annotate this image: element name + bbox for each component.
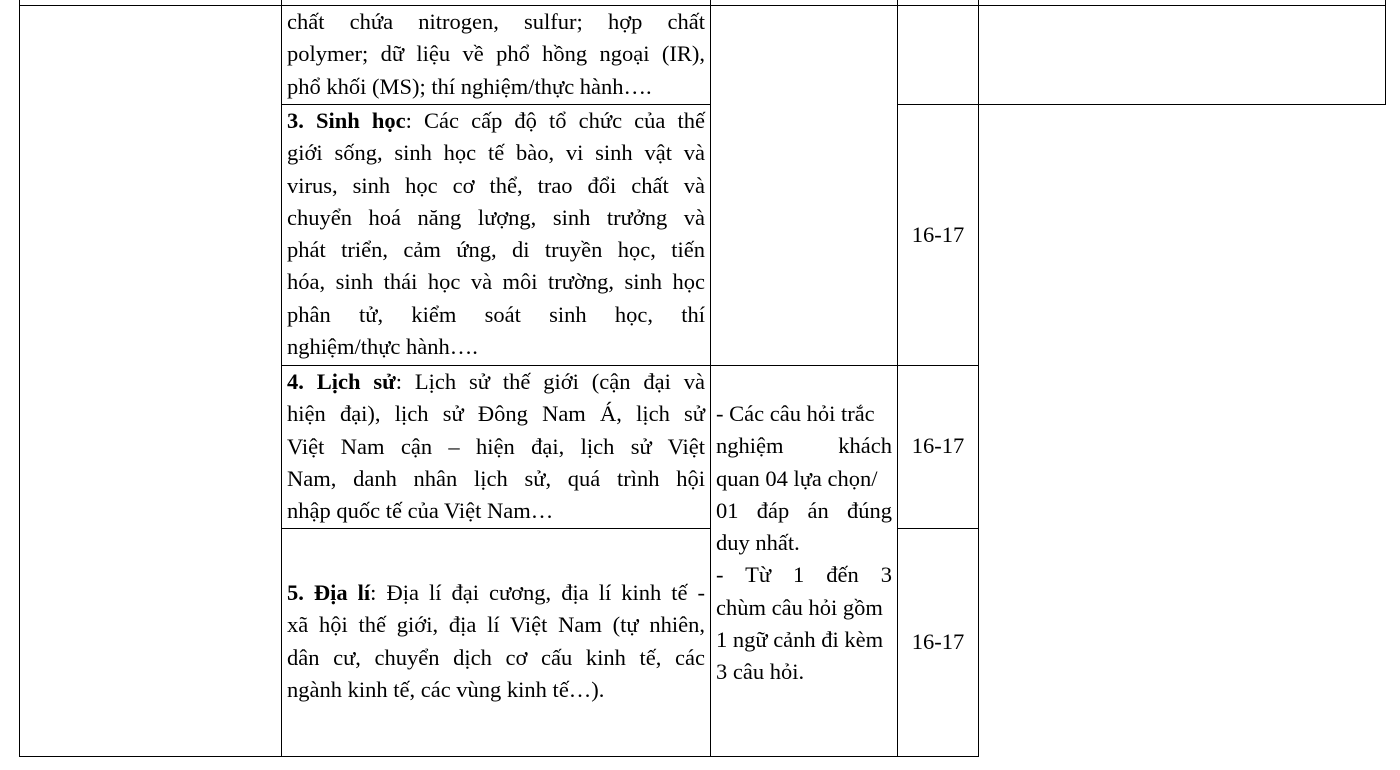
content-cell-chemistry-continuation: [287, 6, 705, 103]
content-cell-history: [287, 366, 705, 527]
content-line: phân tử, kiểm soát sinh học, thí: [287, 301, 705, 327]
question-count-biology: 16-17: [911, 222, 965, 247]
format-line: chùm câu hỏi gồm: [716, 594, 883, 620]
format-line: duy nhất.: [716, 530, 800, 556]
content-line: phổ khối (MS); thí nghiệm/thực hành….: [287, 73, 652, 99]
format-line: quan 04 lựa chọn/: [716, 465, 878, 491]
format-line: - Các câu hỏi trắc: [716, 401, 875, 426]
row-divider-2-format: [710, 365, 979, 366]
question-count-geography: 16-17: [911, 629, 965, 654]
question-format-cell: [716, 398, 892, 689]
content-line: nhập quốc tế của Việt Nam…: [287, 498, 554, 524]
subject-label-geography: 5. Địa lí: [287, 580, 371, 605]
content-line: Nam, danh nhân lịch sử, quá trình hội: [287, 465, 705, 491]
table-border-left: [19, 0, 20, 757]
format-line: - Từ 1 đến 3: [716, 562, 892, 588]
subject-label-history: 4. Lịch sử: [287, 369, 396, 394]
content-line: hiện đại), lịch sử Đông Nam Á, lịch sử: [287, 401, 705, 427]
content-line: ngành kinh tế, các vùng kinh tế…).: [287, 676, 605, 702]
table-border-right: [1385, 0, 1386, 105]
content-line-rest: : Các cấp độ tổ chức của thế: [405, 108, 705, 133]
table-border-bottom: [19, 756, 979, 757]
content-line: Việt Nam cận – hiện đại, lịch sử Việt: [287, 433, 705, 459]
format-line: 1 ngữ cảnh đi kèm: [716, 627, 884, 653]
format-line: 01 đáp án đúng: [716, 497, 892, 523]
content-line: giới sống, sinh học tế bào, vi sinh vật và: [287, 140, 705, 166]
content-line-rest: : Lịch sử thế giới (cận đại và: [395, 369, 705, 394]
subject-label-biology: 3. Sinh học: [287, 108, 406, 133]
question-count-history: 16-17: [911, 433, 965, 458]
content-line: polymer; dữ liệu về phổ hồng ngoại (IR),: [287, 41, 705, 67]
row-divider-1-right: [897, 104, 1386, 105]
content-line: [287, 105, 705, 137]
content-line: xã hội thế giới, địa lí Việt Nam (tự nhiên,: [287, 612, 705, 638]
column-divider-1: [281, 0, 282, 757]
content-line: dân cư, chuyển dịch cơ cấu kinh tế, các: [287, 644, 705, 670]
content-line: [287, 366, 705, 398]
content-line: chuyển hoá năng lượng, sinh trưởng và: [287, 204, 705, 230]
format-line: nghiệm khách: [716, 433, 892, 459]
column-divider-4: [978, 0, 979, 757]
content-line: chất chứa nitrogen, sulfur; hợp chất: [287, 9, 705, 34]
content-line: nghiệm/thực hành….: [287, 334, 478, 360]
content-line: hóa, sinh thái học và môi trường, sinh học: [287, 269, 705, 295]
content-line: [287, 577, 705, 609]
row-divider-3-count: [897, 528, 979, 529]
content-cell-biology: [287, 105, 705, 363]
column-divider-2: [710, 0, 711, 757]
content-cell-geography: [287, 577, 705, 706]
format-line: 3 câu hỏi.: [716, 659, 805, 685]
content-line-rest: : Địa lí đại cương, địa lí kinh tế -: [370, 580, 705, 605]
content-line: phát triển, cảm ứng, di truyền học, tiến: [287, 237, 705, 263]
content-line: virus, sinh học cơ thể, trao đổi chất và: [287, 172, 705, 198]
row-divider-3-content: [281, 528, 711, 529]
